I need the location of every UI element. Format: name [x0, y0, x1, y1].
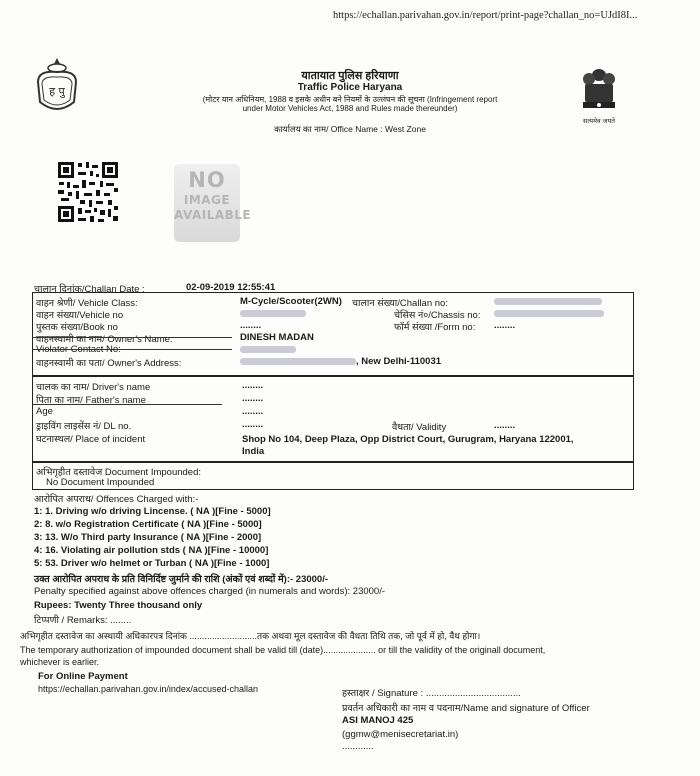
form-no-label: फॉर्म संख्या /Form no:	[394, 322, 476, 333]
subtitle-line-1: (मोटर यान अधिनियम, 1988 व इसके अधीन बने नियमों के उल्लंघन की सूचना (Infringement report	[202, 95, 498, 104]
title-english: Traffic Police Haryana	[297, 82, 403, 93]
challan-no-label: चालान संख्या/Challan no:	[352, 298, 448, 309]
father-name-label: पिता का नाम/ Father's name	[36, 395, 146, 406]
title-hindi: यातायात पुलिस हरियाणा	[301, 70, 399, 82]
temporary-authorization-hindi: अभिगृहीत दस्तावेज का अस्थायी अधिकारपत्र दिनांक ...........................तक अथवा मूल दस्तावेज की वैधता तिथि तक, जो पूर्व में हो, वैध होगा।	[20, 631, 481, 641]
dl-no-label: ड्राइविंग लाइसेंस नं/ DL no.	[36, 421, 132, 432]
offence-item: 2: 8. w/o Registration Certificate ( NA )[Fine - 5000]	[34, 519, 262, 530]
validity-value: ........	[494, 420, 516, 431]
subtitle-line-2: under Motor Vehicles Act, 1988 and Rules made thereunder)	[242, 104, 458, 113]
divider	[32, 404, 222, 405]
offence-item: 4: 16. Violating air pollution stds ( NA )[Fine - 10000]	[34, 545, 269, 556]
challan-no-redacted	[494, 298, 602, 305]
place-of-incident-value: Shop No 104, Deep Plaza, Opp District Court, Gurugram, Haryana 122001,	[242, 434, 574, 445]
challan-date-value: 02-09-2019 12:55:41	[186, 282, 276, 293]
online-payment-heading: For Online Payment	[38, 671, 128, 682]
violator-contact-redacted	[240, 346, 296, 353]
officer-name-label: प्रवर्तन अधिकारी का नाम व पदनाम/Name and signature of Officer	[342, 703, 590, 714]
qr-code	[56, 160, 120, 224]
owner-name-value: DINESH MADAN	[240, 332, 314, 343]
page-url[interactable]: https://echallan.parivahan.gov.in/report/print-page?challan_no=UJdI8I...	[333, 10, 638, 21]
emblem-text: ह पु	[49, 85, 65, 98]
penalty-in-words: Rupees: Twenty Three thousand only	[34, 600, 203, 611]
online-payment-link[interactable]: https://echallan.parivahan.gov.in/index/accused-challan	[38, 684, 258, 694]
signature-line: हस्ताक्षर / Signature : ....................................	[342, 688, 521, 699]
document-impounded-label: अभिगृहीत दस्तावेज Document Impounded:	[36, 467, 202, 478]
form-no-value: ........	[494, 320, 516, 331]
photo-placeholder-line-1: NO	[188, 168, 226, 192]
officer-email: (ggmw@menisecretariat.in)	[342, 729, 459, 740]
offence-item: 1: 1. Driving w/o driving Lincense. ( NA )[Fine - 5000]	[34, 506, 271, 517]
dl-no-value: ........	[242, 419, 264, 430]
document-impounded-value: No Document Impounded	[46, 477, 155, 488]
age-label: Age	[36, 406, 53, 417]
offence-item: 3: 13. W/o Third party Insurance ( NA )[Fine - 2000]	[34, 532, 262, 543]
book-no-label: पुस्तक संख्या/Book no	[36, 322, 118, 333]
photo-placeholder-line-2: IMAGE	[183, 193, 231, 207]
photo-placeholder	[174, 164, 252, 242]
divider	[32, 337, 232, 338]
place-of-incident-label: घटनास्थल/ Place of incident	[36, 434, 146, 445]
temporary-authorization-english: The temporary authorization of impounded document shall be valid till (date)..................... or till the validity of the originall document,	[20, 645, 546, 655]
total-penalty-hindi: उक्त आरोपित अपराध के प्रति विनिर्दिष्ट जुर्माने की राशि (अंकों एवं शब्दों में):- 23000/-	[34, 574, 329, 585]
owner-address-value: , New Delhi-110031	[356, 356, 442, 367]
owner-name-label: वाहनस्वामी का नाम/ Owner's Name:	[36, 334, 173, 345]
chassis-no-label: चेसिस नं०/Chassis no:	[394, 310, 481, 321]
driver-name-value: ........	[242, 380, 264, 391]
chassis-no-redacted	[494, 310, 604, 317]
offences-heading: आरोपित अपराध/ Offences Charged with:-	[34, 494, 199, 505]
owner-address-label: वाहनस्वामी का पता/ Owner's Address:	[36, 358, 182, 369]
remarks: टिप्पणी / Remarks: ........	[34, 615, 132, 626]
place-of-incident-value-2: India	[242, 446, 265, 457]
owner-address-redacted	[240, 358, 356, 365]
validity-label: वैधता/ Validity	[392, 422, 447, 433]
emblem-motto: सत्यमेव जयते	[583, 117, 615, 125]
vehicle-no-redacted	[240, 310, 306, 317]
temporary-authorization-english-2: whichever is earlier.	[20, 657, 100, 667]
total-penalty-english: Penalty specified against above offences charged (in numerals and words): 23000/-	[34, 586, 386, 597]
photo-placeholder-line-3: AVAILABLE	[174, 208, 252, 222]
offence-item: 5: 53. Driver w/o helmet or Turban ( NA )[Fine - 1000]	[34, 558, 270, 569]
officer-dots: ............	[342, 741, 374, 752]
vehicle-class-label: वाहन श्रेणी/ Vehicle Class:	[36, 298, 138, 309]
challan-date-label: चालान दिनांक/Challan Date :	[34, 284, 145, 295]
father-name-value: ........	[242, 393, 264, 404]
vehicle-class-value: M-Cycle/Scooter(2WN)	[240, 296, 342, 307]
book-no-value: ........	[240, 320, 262, 331]
driver-name-label: चालक का नाम/ Driver's name	[36, 382, 151, 393]
officer-name: ASI MANOJ 425	[342, 715, 414, 726]
divider	[32, 349, 232, 350]
age-value: ........	[242, 406, 264, 417]
vehicle-no-label: वाहन संख्या/Vehicle no	[36, 310, 124, 321]
office-name: कार्यालय का नाम/ Office Name : West Zone	[274, 124, 426, 134]
violator-contact-label: Violator Contact No:	[36, 344, 121, 355]
